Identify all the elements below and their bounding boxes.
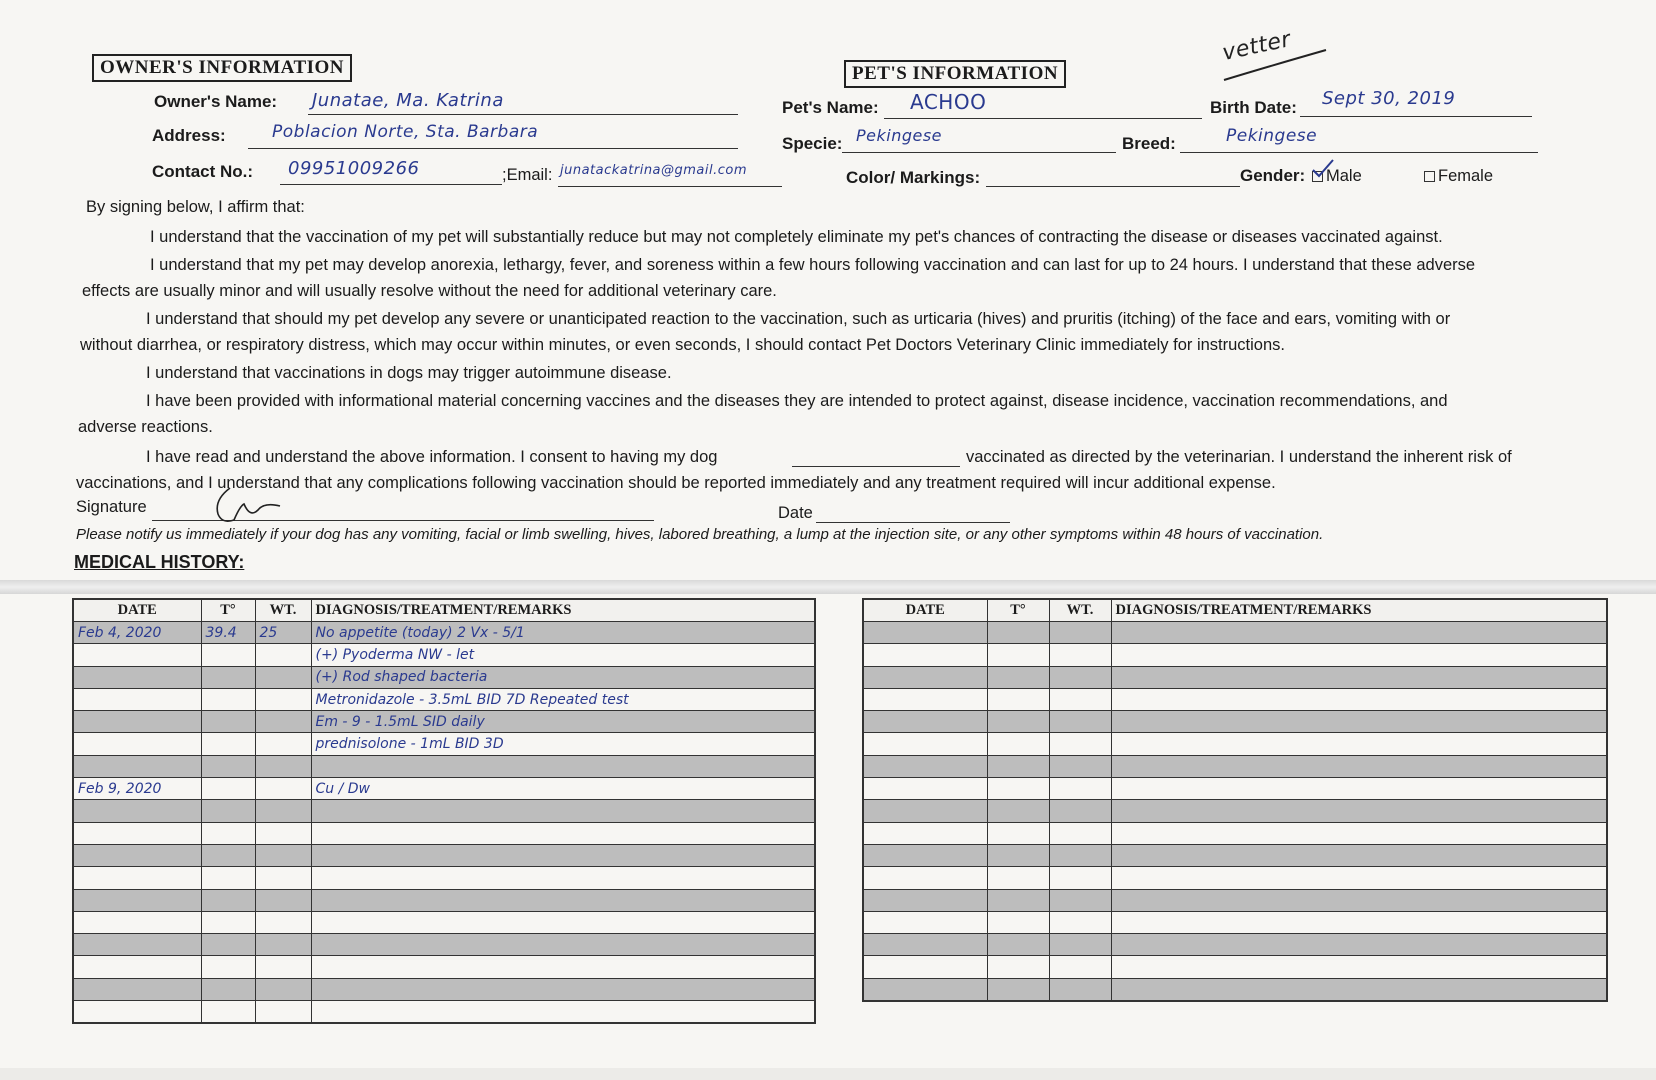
consent-p1: I understand that the vaccination of my pet will substantially reduce but may not completely eliminate my pet's chances of contracting the disease or diseases vaccinated against.: [150, 228, 1443, 246]
cell-weight[interactable]: [1049, 822, 1111, 844]
cell-temp[interactable]: [201, 867, 255, 889]
cell-date[interactable]: [73, 889, 201, 911]
birth-date-label: Birth Date:: [1210, 98, 1297, 117]
cell-date[interactable]: [73, 867, 201, 889]
cell-weight[interactable]: [1049, 644, 1111, 666]
vet-note: vetter: [1220, 27, 1294, 66]
contact-label: Contact No.:: [152, 162, 254, 181]
cell-date[interactable]: [863, 711, 987, 733]
cell-remarks[interactable]: [1111, 822, 1607, 844]
cell-date[interactable]: Feb 4, 2020: [73, 622, 201, 644]
medical-history-heading: MEDICAL HISTORY:: [74, 552, 245, 572]
right-table-header-row: [863, 599, 1607, 622]
female-label: Female: [1438, 167, 1494, 185]
email-label: ;Email:: [502, 166, 553, 184]
cell-remarks[interactable]: [1111, 911, 1607, 933]
cell-remarks[interactable]: [1111, 978, 1607, 1001]
table-row: [73, 622, 815, 644]
table-row: [73, 844, 815, 866]
birth-date-value: Sept 30, 2019: [1322, 88, 1456, 109]
owner-name-line: [308, 114, 738, 115]
owner-name-value: Junatae, Ma. Katrina: [312, 90, 504, 111]
cell-temp[interactable]: [987, 911, 1049, 933]
cell-temp[interactable]: [201, 688, 255, 710]
cell-temp[interactable]: [201, 1001, 255, 1024]
cell-temp[interactable]: [987, 978, 1049, 1001]
cell-remarks[interactable]: No appetite (today) 2 Vx - 5/1: [311, 622, 815, 644]
breed-value: Pekingese: [1226, 126, 1318, 146]
consent-p6b: vaccinations, and I understand that any complications following vaccination should be reported immediately and any treatment required will incur additional expense.: [76, 474, 1276, 492]
cell-remarks[interactable]: [311, 911, 815, 933]
table-row: [863, 956, 1607, 978]
cell-date[interactable]: [863, 755, 987, 777]
cell-weight[interactable]: [1049, 956, 1111, 978]
cell-date[interactable]: [863, 666, 987, 688]
table-row: [863, 844, 1607, 866]
cell-temp[interactable]: [201, 822, 255, 844]
pet-name-label: Pet's Name:: [782, 98, 879, 117]
cell-remarks[interactable]: Em - 9 - 1.5mL SID daily: [311, 711, 815, 733]
cell-date[interactable]: [73, 934, 201, 956]
cell-date[interactable]: [73, 711, 201, 733]
table-row: [73, 733, 815, 755]
date-label: Date: [778, 504, 813, 522]
cell-date[interactable]: [73, 688, 201, 710]
cell-weight[interactable]: [1049, 688, 1111, 710]
cell-weight[interactable]: [255, 956, 311, 978]
cell-weight[interactable]: [255, 867, 311, 889]
dog-name-line: [792, 466, 960, 467]
cell-remarks[interactable]: [311, 844, 815, 866]
pet-name-line: [884, 118, 1202, 119]
cell-remarks[interactable]: [311, 800, 815, 822]
cell-weight[interactable]: [255, 800, 311, 822]
cell-remarks[interactable]: [1111, 733, 1607, 755]
cell-temp[interactable]: [201, 666, 255, 688]
cell-temp[interactable]: [987, 956, 1049, 978]
cell-date[interactable]: [73, 911, 201, 933]
owner-signature: [200, 484, 290, 530]
cell-weight[interactable]: [1049, 666, 1111, 688]
cell-temp[interactable]: [987, 934, 1049, 956]
cell-remarks[interactable]: [311, 889, 815, 911]
table-row: [863, 733, 1607, 755]
gender-female-option[interactable]: [1424, 167, 1493, 186]
consent-p3a: I understand that should my pet develop any severe or unanticipated reaction to the vaccination, such as urticaria (hives) and pruritis (itching) of the face and ears, vomiting with or: [146, 310, 1451, 328]
consent-p6a-part1: I have read and understand the above information. I consent to having my dog: [146, 448, 718, 466]
cell-remarks[interactable]: [311, 1001, 815, 1024]
breed-label: Breed:: [1122, 134, 1176, 153]
consent-p5b: adverse reactions.: [78, 418, 213, 436]
table-row: [73, 934, 815, 956]
table-row: [863, 688, 1607, 710]
cell-date[interactable]: [863, 622, 987, 644]
cell-temp[interactable]: [201, 733, 255, 755]
cell-remarks[interactable]: [1111, 778, 1607, 800]
cell-remarks[interactable]: [311, 755, 815, 777]
specie-label: Specie:: [782, 134, 843, 153]
table-row: [73, 911, 815, 933]
table-row: [73, 889, 815, 911]
table-row: [863, 622, 1607, 644]
cell-remarks[interactable]: (+) Rod shaped bacteria: [311, 666, 815, 688]
table-row: [863, 822, 1607, 844]
table-row: [863, 867, 1607, 889]
cell-remarks[interactable]: [311, 934, 815, 956]
cell-remarks[interactable]: [1111, 934, 1607, 956]
table-row: [73, 666, 815, 688]
cell-weight[interactable]: [255, 822, 311, 844]
color-line: [986, 186, 1240, 187]
table-row: [863, 644, 1607, 666]
cell-weight[interactable]: [255, 911, 311, 933]
cell-weight[interactable]: [255, 1001, 311, 1024]
cell-weight[interactable]: [1049, 733, 1111, 755]
cell-remarks[interactable]: prednisolone - 1mL BID 3D: [311, 733, 815, 755]
table-row: [73, 1001, 815, 1024]
cell-temp[interactable]: [201, 778, 255, 800]
cell-date[interactable]: [73, 956, 201, 978]
col-weight: WT.: [1049, 599, 1111, 622]
email-line: [558, 186, 782, 187]
cell-weight[interactable]: [1049, 867, 1111, 889]
cell-date[interactable]: [863, 844, 987, 866]
cell-temp[interactable]: [987, 688, 1049, 710]
col-weight: WT.: [255, 599, 311, 622]
cell-date[interactable]: [73, 1001, 201, 1024]
consent-p3b: without diarrhea, or respiratory distress, which may occur within minutes, or even seconds, I should contact Pet Doctors Veterinary Clinic immediately for instructions.: [80, 336, 1285, 354]
col-date: DATE: [863, 599, 987, 622]
table-row: [73, 867, 815, 889]
cell-remarks[interactable]: (+) Pyoderma NW - let: [311, 644, 815, 666]
cell-temp[interactable]: [987, 800, 1049, 822]
cell-remarks[interactable]: Cu / Dw: [311, 778, 815, 800]
cell-temp[interactable]: [987, 822, 1049, 844]
cell-date[interactable]: [863, 934, 987, 956]
address-label: Address:: [152, 126, 226, 145]
cell-temp[interactable]: [987, 622, 1049, 644]
cell-date[interactable]: [73, 800, 201, 822]
table-row: [73, 688, 815, 710]
table-row: [73, 978, 815, 1000]
signature-label: Signature: [76, 498, 147, 516]
table-row: [73, 956, 815, 978]
specie-line: [842, 152, 1116, 153]
table-row: [863, 911, 1607, 933]
cell-temp[interactable]: [201, 934, 255, 956]
table-row: [863, 800, 1607, 822]
scan-band: [0, 580, 1656, 594]
birth-date-line: [1300, 116, 1532, 117]
cell-temp[interactable]: [987, 867, 1049, 889]
cell-date[interactable]: [863, 867, 987, 889]
consent-p4: I understand that vaccinations in dogs may trigger autoimmune disease.: [146, 364, 672, 382]
cell-weight[interactable]: [1049, 978, 1111, 1001]
cell-date[interactable]: [863, 733, 987, 755]
cell-remarks[interactable]: [311, 978, 815, 1000]
cell-weight[interactable]: [1049, 934, 1111, 956]
female-checkbox[interactable]: [1424, 171, 1435, 182]
male-label: Male: [1326, 167, 1362, 185]
contact-value: 09951009266: [288, 158, 420, 179]
gender-label: Gender:: [1240, 166, 1306, 185]
consent-p2b: effects are usually minor and will usually resolve without the need for additional veterinary care.: [82, 282, 777, 300]
cell-date[interactable]: [73, 666, 201, 688]
consent-p6a-part2: vaccinated as directed by the veterinarian. I understand the inherent risk of: [966, 448, 1512, 466]
cell-remarks[interactable]: [1111, 844, 1607, 866]
cell-date[interactable]: [73, 755, 201, 777]
cell-remarks[interactable]: Metronidazole - 3.5mL BID 7D Repeated test: [311, 688, 815, 710]
medical-history-table-right: [862, 598, 1608, 1002]
cell-weight[interactable]: [1049, 622, 1111, 644]
address-line: [248, 148, 738, 149]
cell-temp[interactable]: [201, 844, 255, 866]
cell-temp[interactable]: 39.4: [201, 622, 255, 644]
cell-weight[interactable]: [255, 666, 311, 688]
cell-temp[interactable]: [201, 644, 255, 666]
cell-weight[interactable]: [255, 889, 311, 911]
cell-date[interactable]: [73, 644, 201, 666]
cell-temp[interactable]: [987, 711, 1049, 733]
cell-weight[interactable]: [255, 755, 311, 777]
cell-date[interactable]: [73, 733, 201, 755]
table-row: [73, 822, 815, 844]
table-row: [73, 644, 815, 666]
cell-temp[interactable]: [987, 844, 1049, 866]
cell-weight[interactable]: [255, 778, 311, 800]
cell-date[interactable]: [73, 822, 201, 844]
address-value: Poblacion Norte, Sta. Barbara: [272, 122, 539, 142]
cell-temp[interactable]: [201, 889, 255, 911]
cell-date[interactable]: Feb 9, 2020: [73, 778, 201, 800]
cell-remarks[interactable]: [1111, 688, 1607, 710]
consent-p5a: I have been provided with informational material concerning vaccines and the diseases they are intended to protect against, disease incidence, vaccination recommendations, and: [146, 392, 1448, 410]
col-temp: T°: [987, 599, 1049, 622]
cell-temp[interactable]: [201, 978, 255, 1000]
cell-temp[interactable]: [201, 755, 255, 777]
cell-temp[interactable]: [987, 666, 1049, 688]
cell-remarks[interactable]: [1111, 622, 1607, 644]
left-table-header-row: [73, 599, 815, 622]
cell-weight[interactable]: [255, 978, 311, 1000]
cell-weight[interactable]: [255, 844, 311, 866]
cell-date[interactable]: [863, 822, 987, 844]
date-line[interactable]: [816, 522, 1010, 523]
cell-weight[interactable]: [1049, 755, 1111, 777]
col-diagnosis: DIAGNOSIS/TREATMENT/REMARKS: [1111, 599, 1607, 622]
specie-value: Pekingese: [856, 126, 943, 145]
cell-date[interactable]: [73, 844, 201, 866]
cell-remarks[interactable]: [1111, 889, 1607, 911]
table-row: [863, 978, 1607, 1001]
cell-date[interactable]: [863, 688, 987, 710]
cell-date[interactable]: [863, 889, 987, 911]
table-row: [863, 934, 1607, 956]
cell-remarks[interactable]: [1111, 644, 1607, 666]
medical-history-table-left: [72, 598, 816, 1024]
pet-heading: PET'S INFORMATION: [844, 60, 1066, 88]
cell-remarks[interactable]: [311, 822, 815, 844]
breed-line: [1180, 152, 1538, 153]
pet-name-value: ACHOO: [910, 90, 987, 114]
cell-remarks[interactable]: [1111, 755, 1607, 777]
cell-weight[interactable]: [1049, 911, 1111, 933]
cell-remarks[interactable]: [1111, 666, 1607, 688]
cell-date[interactable]: [863, 956, 987, 978]
cell-temp[interactable]: [201, 800, 255, 822]
col-temp: T°: [201, 599, 255, 622]
consent-p2a: I understand that my pet may develop anorexia, lethargy, fever, and soreness within a few hours following vaccination and can last for up to 24 hours. I understand that these adverse: [150, 256, 1476, 274]
cell-remarks[interactable]: [1111, 867, 1607, 889]
email-value: junatackatrina@gmail.com: [560, 163, 748, 178]
cell-temp[interactable]: [201, 711, 255, 733]
table-row: [863, 666, 1607, 688]
table-row: [73, 778, 815, 800]
contact-line: [280, 184, 502, 185]
cell-temp[interactable]: [201, 956, 255, 978]
cell-date[interactable]: [863, 911, 987, 933]
table-row: [863, 778, 1607, 800]
cell-temp[interactable]: [987, 889, 1049, 911]
cell-temp[interactable]: [987, 755, 1049, 777]
cell-temp[interactable]: [987, 644, 1049, 666]
notice-text: Please notify us immediately if your dog has any vomiting, facial or limb swelling, hives, labored breathing, a lump at the injection site, or any other symptoms within 48 hours of vaccination.: [76, 526, 1324, 543]
table-row: [73, 800, 815, 822]
cell-weight[interactable]: [255, 688, 311, 710]
table-row: [863, 755, 1607, 777]
cell-date[interactable]: [863, 778, 987, 800]
cell-remarks[interactable]: [311, 867, 815, 889]
color-label: Color/ Markings:: [846, 168, 981, 187]
cell-weight[interactable]: [1049, 711, 1111, 733]
male-check-mark: [1310, 158, 1336, 178]
cell-weight[interactable]: [255, 934, 311, 956]
cell-weight[interactable]: [1049, 844, 1111, 866]
cell-remarks[interactable]: [1111, 711, 1607, 733]
cell-weight[interactable]: [255, 733, 311, 755]
table-row: [863, 889, 1607, 911]
cell-date[interactable]: [863, 800, 987, 822]
cell-temp[interactable]: [201, 911, 255, 933]
table-row: [863, 711, 1607, 733]
cell-remarks[interactable]: [1111, 956, 1607, 978]
cell-remarks[interactable]: [1111, 800, 1607, 822]
consent-intro: By signing below, I affirm that:: [86, 198, 305, 216]
cell-weight[interactable]: [1049, 800, 1111, 822]
table-row: [73, 755, 815, 777]
cell-temp[interactable]: [987, 733, 1049, 755]
vet-note-underline: [1220, 46, 1330, 86]
cell-date[interactable]: [73, 978, 201, 1000]
table-row: [73, 711, 815, 733]
cell-weight[interactable]: [1049, 778, 1111, 800]
cell-date[interactable]: [863, 978, 987, 1001]
cell-remarks[interactable]: [311, 956, 815, 978]
cell-weight[interactable]: 25: [255, 622, 311, 644]
cell-temp[interactable]: [987, 778, 1049, 800]
owner-name-label: Owner's Name:: [154, 92, 278, 111]
cell-weight[interactable]: [255, 644, 311, 666]
cell-weight[interactable]: [255, 711, 311, 733]
col-date: DATE: [73, 599, 201, 622]
col-diagnosis: DIAGNOSIS/TREATMENT/REMARKS: [311, 599, 815, 622]
cell-date[interactable]: [863, 644, 987, 666]
owner-heading: OWNER'S INFORMATION: [92, 54, 352, 82]
cell-weight[interactable]: [1049, 889, 1111, 911]
